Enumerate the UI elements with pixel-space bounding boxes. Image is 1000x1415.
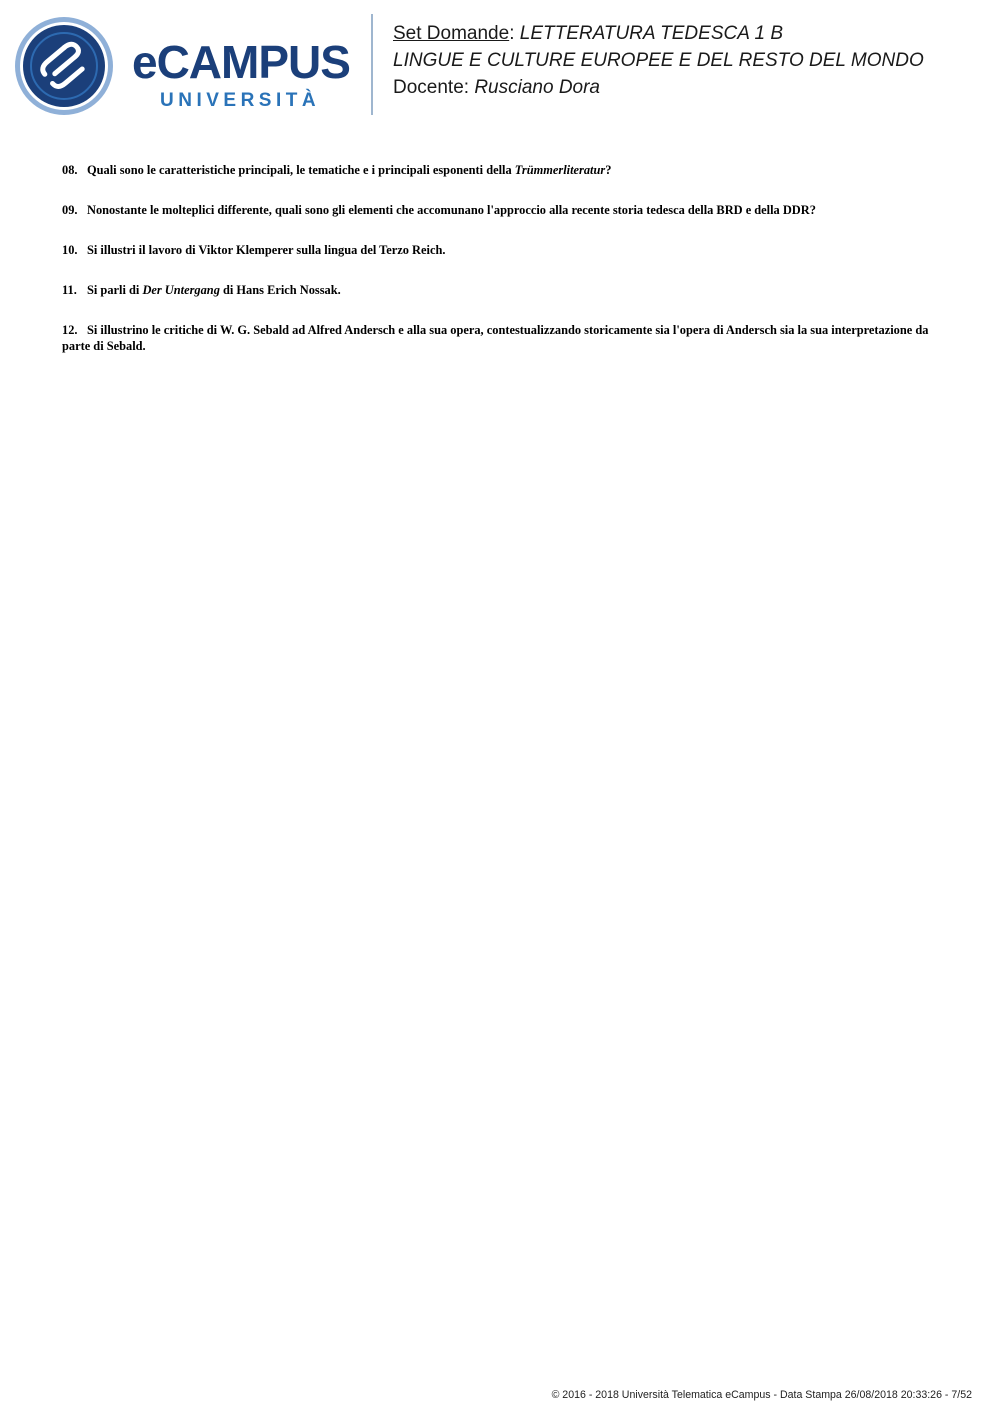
header-divider: [371, 14, 373, 115]
question-text-end: di Hans Erich Nossak.: [219, 283, 341, 297]
question-text: Nonostante le molteplici differente, quali sono gli elementi che accomunano l'approccio alla recente storia tedesca della BRD e della DDR?: [87, 203, 816, 217]
question-item: [62, 282, 942, 298]
ecampus-wordmark: [130, 40, 360, 112]
set-title-row: [393, 20, 983, 47]
teacher-name: Rusciano Dora: [474, 77, 600, 98]
question-text: Quali sono le caratteristiche principali, le tematiche e i principali esponenti della: [87, 163, 515, 177]
program-name: LINGUE E CULTURE EUROPEE E DEL RESTO DEL MONDO: [393, 50, 924, 71]
question-text-end: ?: [605, 163, 612, 177]
question-emphasis: Trümmerliteratur: [514, 163, 606, 177]
question-item: [62, 322, 942, 354]
course-title: LETTERATURA TEDESCA 1 B: [519, 23, 783, 44]
page-footer: © 2016 - 2018 Università Telematica eCampus - Data Stampa 26/08/2018 20:33:26 - 7/52: [551, 1389, 972, 1401]
question-text: Si parli di: [87, 283, 143, 297]
set-separator: :: [509, 23, 515, 44]
question-list: [62, 162, 942, 378]
question-number: 09.: [62, 203, 78, 217]
set-label: Set Domande: [393, 23, 510, 44]
question-number: 10.: [62, 243, 78, 257]
question-text: Si illustrino le critiche di W. G. Sebald ad Alfred Andersch e alla sua opera, contestualizzando storicamente sia l'opera di Andersch sia la sua interpretazione da parte di Sebald.: [62, 323, 929, 353]
teacher-label: Docente:: [393, 77, 470, 98]
question-item: [62, 162, 942, 178]
question-emphasis: Der Untergang: [142, 283, 220, 297]
wordmark-text: eCAMPUS: [132, 40, 350, 88]
question-text: Si illustri il lavoro di Viktor Klemperer sulla lingua del Terzo Reich.: [87, 243, 446, 257]
question-number: 08.: [62, 163, 78, 177]
wordmark-subtitle: UNIVERSITÀ: [160, 90, 321, 111]
question-item: [62, 242, 942, 258]
page-header: [0, 0, 1000, 125]
question-item: [62, 202, 942, 218]
header-info: [393, 20, 983, 101]
question-number: 11.: [62, 283, 77, 297]
teacher-row: [393, 74, 983, 101]
question-number: 12.: [62, 323, 78, 337]
ecampus-seal-logo: [14, 16, 114, 116]
